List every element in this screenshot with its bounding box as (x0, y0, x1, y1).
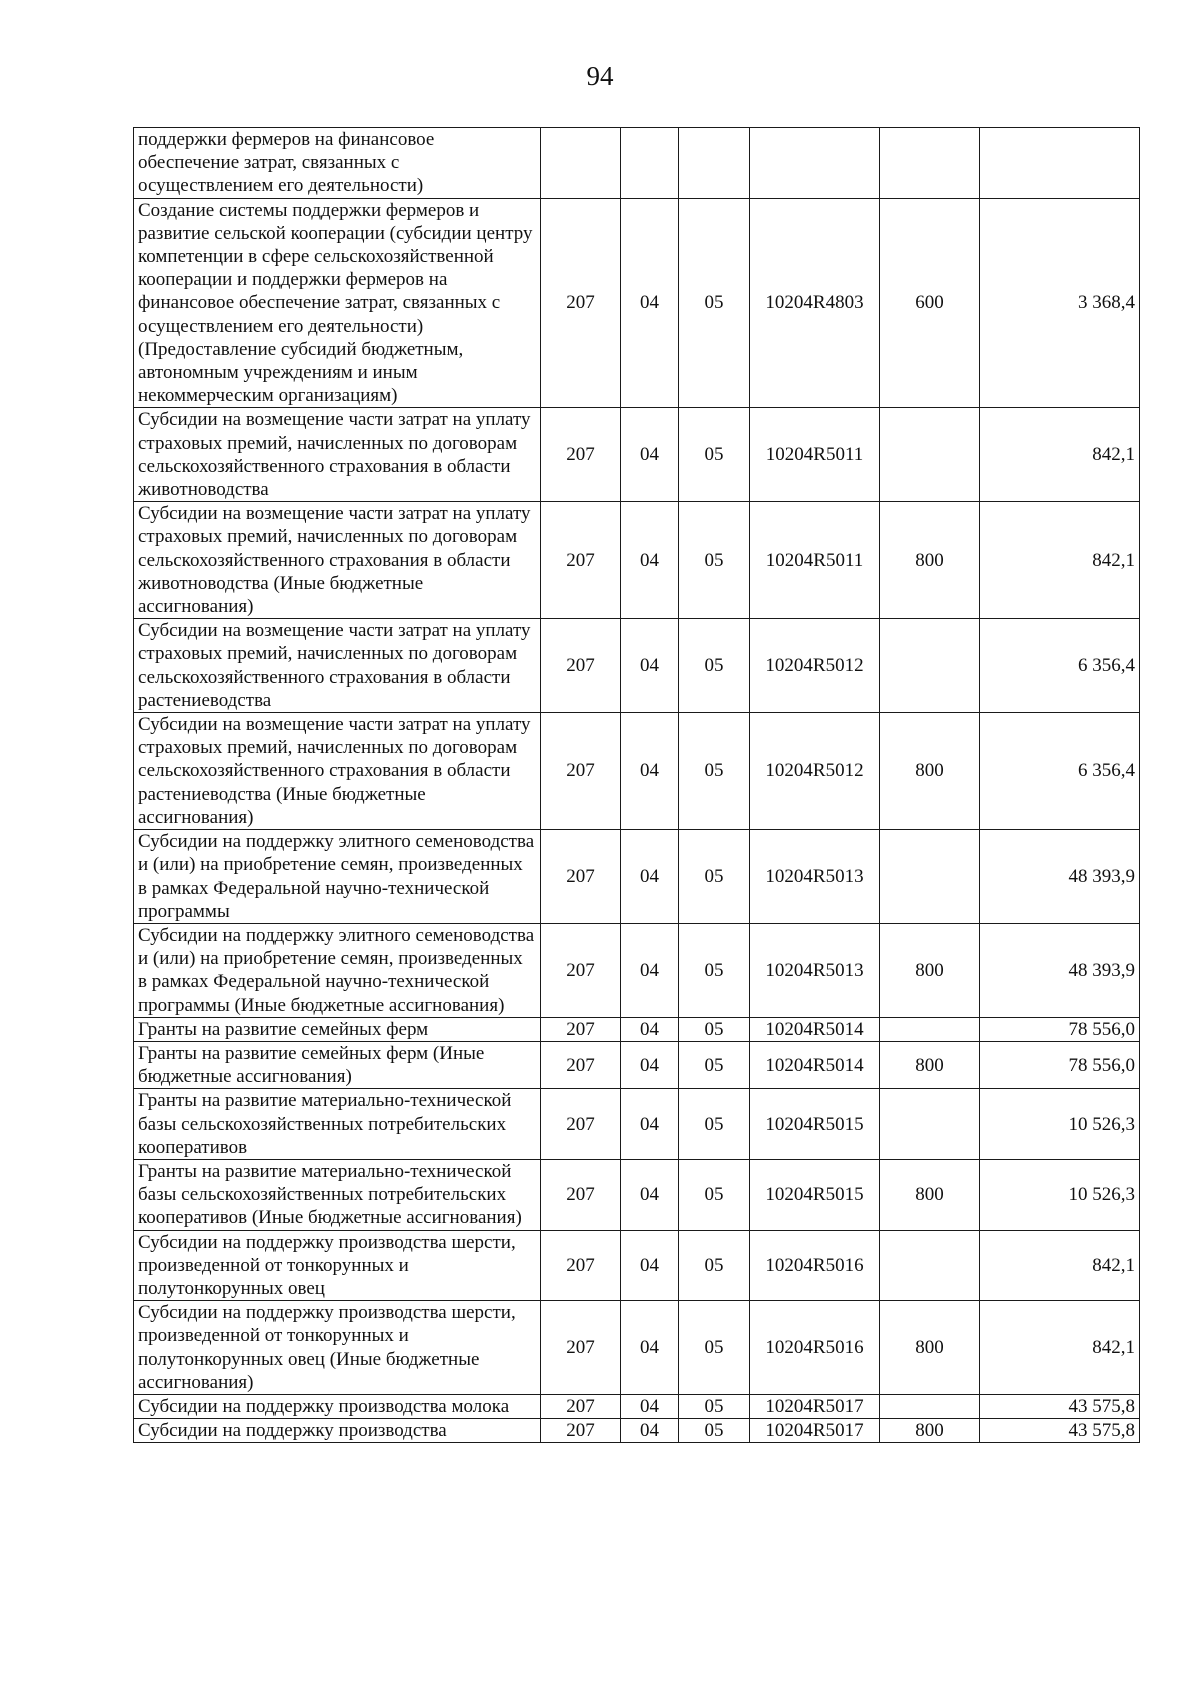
grbs-code-cell: 207 (541, 1041, 621, 1088)
subsection-code-cell: 05 (679, 713, 750, 830)
amount-cell: 48 393,9 (980, 923, 1140, 1017)
grbs-code-cell: 207 (541, 1017, 621, 1041)
expense-type-cell: 800 (880, 713, 980, 830)
table-row (134, 1394, 1140, 1418)
section-code-cell: 04 (621, 1041, 679, 1088)
expense-type-cell: 800 (880, 1041, 980, 1088)
expense-name-cell: Гранты на развитие семейных ферм (Иные бюджетные ассигнования) (134, 1041, 541, 1088)
expense-type-cell (880, 1017, 980, 1041)
amount-cell: 842,1 (980, 1230, 1140, 1301)
grbs-code-cell: 207 (541, 1159, 621, 1230)
table-row (134, 1089, 1140, 1160)
table-row (134, 830, 1140, 924)
amount-cell: 78 556,0 (980, 1041, 1140, 1088)
grbs-code-cell: 207 (541, 408, 621, 502)
grbs-code-cell (541, 128, 621, 199)
subsection-code-cell: 05 (679, 1419, 750, 1443)
amount-cell: 10 526,3 (980, 1089, 1140, 1160)
amount-cell: 842,1 (980, 408, 1140, 502)
section-code-cell: 04 (621, 1419, 679, 1443)
expense-type-cell: 800 (880, 923, 980, 1017)
budget-table-body (134, 128, 1140, 1443)
expense-name-cell: Субсидии на возмещение части затрат на уплату страховых премий, начисленных по договорам сельскохозяйственного страхования в области животноводства (Иные бюджетные ассигнования) (134, 502, 541, 619)
expense-type-cell (880, 830, 980, 924)
amount-cell: 78 556,0 (980, 1017, 1140, 1041)
expense-name-cell: Субсидии на поддержку производства (134, 1419, 541, 1443)
section-code-cell: 04 (621, 1301, 679, 1395)
amount-cell: 43 575,8 (980, 1394, 1140, 1418)
table-row (134, 502, 1140, 619)
expense-type-cell (880, 1089, 980, 1160)
table-row (134, 619, 1140, 713)
amount-cell: 3 368,4 (980, 198, 1140, 408)
section-code-cell: 04 (621, 1089, 679, 1160)
amount-cell: 842,1 (980, 1301, 1140, 1395)
grbs-code-cell: 207 (541, 502, 621, 619)
expense-type-cell (880, 1230, 980, 1301)
expense-name-cell: Субсидии на возмещение части затрат на уплату страховых премий, начисленных по договорам сельскохозяйственного страхования в области животноводства (134, 408, 541, 502)
section-code-cell: 04 (621, 830, 679, 924)
section-code-cell: 04 (621, 502, 679, 619)
section-code-cell: 04 (621, 619, 679, 713)
expense-type-cell (880, 619, 980, 713)
table-row (134, 1419, 1140, 1443)
grbs-code-cell: 207 (541, 619, 621, 713)
section-code-cell: 04 (621, 1159, 679, 1230)
expense-type-cell: 800 (880, 1419, 980, 1443)
expense-name-cell: Субсидии на возмещение части затрат на уплату страховых премий, начисленных по договорам сельскохозяйственного страхования в области растениеводства (134, 619, 541, 713)
subsection-code-cell: 05 (679, 1159, 750, 1230)
grbs-code-cell: 207 (541, 1394, 621, 1418)
expense-name-cell: Создание системы поддержки фермеров и развитие сельской кооперации (субсидии центру компетенции в сфере сельскохозяйственной кооперации и поддержки фермеров на финансовое обеспечение затрат, связанных с осуществлением его деятельности) (Предоставление субсидий бюджетным, автономным учреждениям и иным некоммерческим организациям) (134, 198, 541, 408)
subsection-code-cell (679, 128, 750, 199)
expense-name-cell: Гранты на развитие материально-технической базы сельскохозяйственных потребительских кооперативов (Иные бюджетные ассигнования) (134, 1159, 541, 1230)
expense-type-cell: 800 (880, 502, 980, 619)
grbs-code-cell: 207 (541, 1419, 621, 1443)
section-code-cell: 04 (621, 713, 679, 830)
grbs-code-cell: 207 (541, 830, 621, 924)
subsection-code-cell: 05 (679, 1041, 750, 1088)
expense-name-cell: Субсидии на возмещение части затрат на уплату страховых премий, начисленных по договорам сельскохозяйственного страхования в области растениеводства (Иные бюджетные ассигнования) (134, 713, 541, 830)
subsection-code-cell: 05 (679, 830, 750, 924)
expense-name-cell: Субсидии на поддержку производства шерсти, произведенной от тонкорунных и полутонкорунных овец (Иные бюджетные ассигнования) (134, 1301, 541, 1395)
table-row (134, 198, 1140, 408)
expense-name-cell: Гранты на развитие семейных ферм (134, 1017, 541, 1041)
subsection-code-cell: 05 (679, 1230, 750, 1301)
subsection-code-cell: 05 (679, 923, 750, 1017)
subsection-code-cell: 05 (679, 619, 750, 713)
table-row (134, 1301, 1140, 1395)
grbs-code-cell: 207 (541, 1089, 621, 1160)
amount-cell: 842,1 (980, 502, 1140, 619)
section-code-cell: 04 (621, 1394, 679, 1418)
amount-cell: 48 393,9 (980, 830, 1140, 924)
table-row (134, 1159, 1140, 1230)
target-article-cell: 10204R5013 (750, 830, 880, 924)
expense-name-cell: Субсидии на поддержку производства молока (134, 1394, 541, 1418)
target-article-cell: 10204R5015 (750, 1089, 880, 1160)
subsection-code-cell: 05 (679, 198, 750, 408)
grbs-code-cell: 207 (541, 923, 621, 1017)
expense-type-cell: 800 (880, 1159, 980, 1230)
target-article-cell: 10204R5016 (750, 1301, 880, 1395)
section-code-cell: 04 (621, 1230, 679, 1301)
amount-cell: 6 356,4 (980, 713, 1140, 830)
amount-cell: 6 356,4 (980, 619, 1140, 713)
expense-type-cell (880, 128, 980, 199)
target-article-cell (750, 128, 880, 199)
budget-table (133, 127, 1140, 1443)
expense-name-cell: Субсидии на поддержку элитного семеноводства и (или) на приобретение семян, произведенных в рамках Федеральной научно-технической программы (Иные бюджетные ассигнования) (134, 923, 541, 1017)
table-row (134, 1230, 1140, 1301)
expense-name-cell: Гранты на развитие материально-технической базы сельскохозяйственных потребительских кооперативов (134, 1089, 541, 1160)
subsection-code-cell: 05 (679, 1089, 750, 1160)
table-row (134, 408, 1140, 502)
target-article-cell: 10204R5016 (750, 1230, 880, 1301)
page-number: 94 (586, 61, 614, 91)
grbs-code-cell: 207 (541, 713, 621, 830)
target-article-cell: 10204R5014 (750, 1041, 880, 1088)
section-code-cell: 04 (621, 408, 679, 502)
target-article-cell: 10204R5017 (750, 1419, 880, 1443)
section-code-cell (621, 128, 679, 199)
expense-type-cell: 800 (880, 1301, 980, 1395)
subsection-code-cell: 05 (679, 408, 750, 502)
subsection-code-cell: 05 (679, 1301, 750, 1395)
table-row (134, 713, 1140, 830)
table-row (134, 1041, 1140, 1088)
expense-name-cell: Субсидии на поддержку элитного семеноводства и (или) на приобретение семян, произведенных в рамках Федеральной научно-технической программы (134, 830, 541, 924)
target-article-cell: 10204R4803 (750, 198, 880, 408)
target-article-cell: 10204R5011 (750, 408, 880, 502)
subsection-code-cell: 05 (679, 502, 750, 619)
target-article-cell: 10204R5015 (750, 1159, 880, 1230)
grbs-code-cell: 207 (541, 1301, 621, 1395)
subsection-code-cell: 05 (679, 1017, 750, 1041)
expense-name-cell: Субсидии на поддержку производства шерсти, произведенной от тонкорунных и полутонкорунных овец (134, 1230, 541, 1301)
section-code-cell: 04 (621, 923, 679, 1017)
target-article-cell: 10204R5013 (750, 923, 880, 1017)
grbs-code-cell: 207 (541, 198, 621, 408)
section-code-cell: 04 (621, 1017, 679, 1041)
target-article-cell: 10204R5011 (750, 502, 880, 619)
target-article-cell: 10204R5012 (750, 619, 880, 713)
target-article-cell: 10204R5017 (750, 1394, 880, 1418)
target-article-cell: 10204R5012 (750, 713, 880, 830)
expense-type-cell (880, 408, 980, 502)
table-row (134, 1017, 1140, 1041)
grbs-code-cell: 207 (541, 1230, 621, 1301)
table-row (134, 128, 1140, 199)
subsection-code-cell: 05 (679, 1394, 750, 1418)
section-code-cell: 04 (621, 198, 679, 408)
expense-type-cell (880, 1394, 980, 1418)
amount-cell (980, 128, 1140, 199)
amount-cell: 43 575,8 (980, 1419, 1140, 1443)
expense-type-cell: 600 (880, 198, 980, 408)
amount-cell: 10 526,3 (980, 1159, 1140, 1230)
target-article-cell: 10204R5014 (750, 1017, 880, 1041)
table-row (134, 923, 1140, 1017)
expense-name-cell: поддержки фермеров на финансовое обеспечение затрат, связанных с осуществлением его деятельности) (134, 128, 541, 199)
